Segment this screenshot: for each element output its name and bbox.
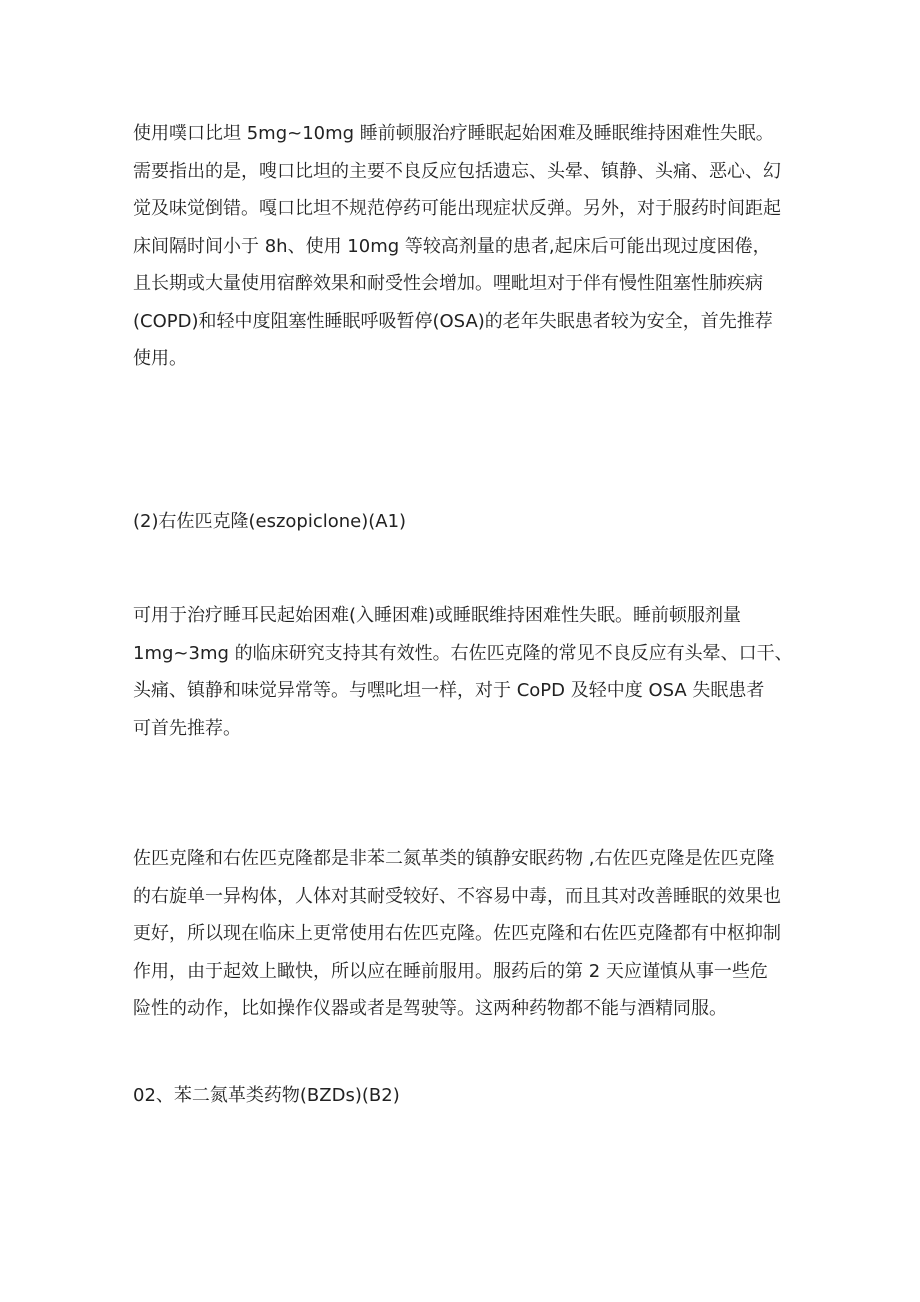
text-line: 头痛、镇静和味觉异常等。与嘿叱坦一样，对于 CoPD 及轻中度 OSA 失眠患者 [133, 680, 765, 701]
text-line: 更好，所以现在临床上更常使用右佐匹克隆。佐匹克隆和右佐匹克隆都有中枢抑制 [133, 923, 781, 944]
text-line: (COPD)和轻中度阻塞性睡眠呼吸暂停(OSA)的老年失眠患者较为安全，首先推荐 [133, 310, 773, 332]
text-line: 可首先推荐。 [133, 717, 241, 739]
section-heading-eszopiclone [133, 503, 813, 541]
text-line: 需要指出的是，嗖口比坦的主要不良反应包括遗忘、头晕、镇静、头痛、恶心、幻 [133, 160, 781, 182]
text-line: 1mg~3mg 的临床研究支持其有效性。右佐匹克隆的常见不良反应有头晕、口干、 [133, 642, 793, 664]
text-line: 床间隔时间小于 8h、使用 10mg 等较高剂量的患者,起床后可能出现过度困倦， [133, 235, 771, 257]
text-line: 作用，由于起效上瞰快，所以应在睡前服用。服药后的第 2 天应谨慎从事一些危 [133, 960, 768, 982]
text-line: 且长期或大量使用宿醉效果和耐受性会增加。哩毗坦对于伴有慢性阻塞性肺疾病 [133, 273, 763, 294]
section-heading-bzds [133, 1077, 813, 1115]
text-line: 的右旋单一异构体，人体对其耐受较好、不容易中毒，而且其对改善睡眠的效果也 [133, 885, 781, 907]
heading-text: (2)右佐匹克隆(eszopiclone)(A1) [133, 511, 407, 532]
text-line: 可用于治疗睡耳民起始困难(入睡困难)或睡眠维持困难性失眠。睡前顿服剂量 [133, 605, 742, 626]
paragraph-zopiclone-comparison [133, 840, 813, 1028]
heading-text: 02、苯二氮革类药物(BZDs)(B2) [133, 1085, 400, 1106]
paragraph-eszopiclone [133, 597, 813, 747]
paragraph-zolpidem [133, 115, 813, 378]
text-line: 险性的动作，比如操作仪器或者是驾驶等。这两种药物都不能与酒精同服。 [133, 998, 727, 1019]
text-line: 使用。 [133, 348, 187, 369]
text-line: 觉及味觉倒错。嘎口比坦不规范停药可能出现症状反弹。另外，对于服药时间距起 [133, 198, 781, 219]
text-line: 佐匹克隆和右佐匹克隆都是非苯二氮革类的镇静安眠药物 ,右佐匹克隆是佐匹克隆 [133, 848, 775, 869]
text-line: 使用噗口比坦 5mg~10mg 睡前顿服治疗睡眠起始困难及睡眠维持困难性失眠。 [133, 123, 774, 144]
